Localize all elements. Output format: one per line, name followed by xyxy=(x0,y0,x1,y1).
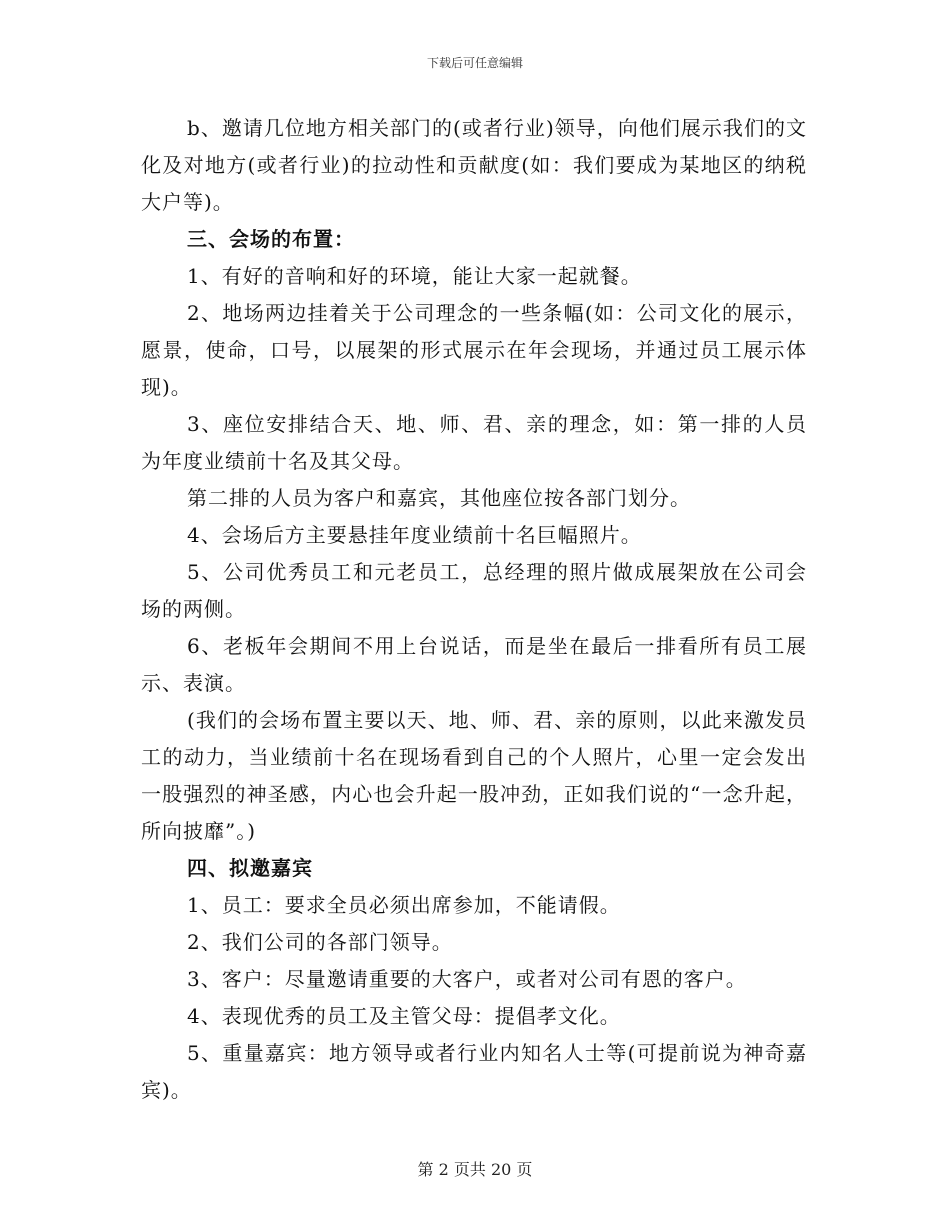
document-body xyxy=(141,110,807,1109)
paragraph-venue-item-3: 3、座位安排结合天、地、师、君、亲的理念，如：第一排的人员为年度业绩前十名及其父母。 xyxy=(141,412,807,473)
section-heading-venue-layout: 三、会场的布置： xyxy=(187,227,355,251)
paragraph-venue-item-6: 6、老板年会期间不用上台说话，而是坐在最后一排看所有员工展示、表演。 xyxy=(141,634,807,695)
section-heading-guests: 四、拟邀嘉宾 xyxy=(187,856,313,880)
paragraph-guest-item-2: 2、我们公司的各部门领导。 xyxy=(187,930,453,954)
paragraph-guest-item-4: 4、表现优秀的员工及主管父母：提倡孝文化。 xyxy=(187,1004,621,1028)
paragraph-invite-officials: b、邀请几位地方相关部门的(或者行业)领导，向他们展示我们的文化及对地方(或者行业)的拉动性和贡献度(如：我们要成为某地区的纳税大户等)。 xyxy=(141,116,807,214)
paragraph-guest-item-5: 5、重量嘉宾：地方领导或者行业内知名人士等(可提前说为神奇嘉宾)。 xyxy=(141,1041,807,1102)
paragraph-guest-item-1: 1、员工：要求全员必须出席参加，不能请假。 xyxy=(187,893,621,917)
page-header: 下载后可任意编辑 xyxy=(426,56,523,70)
paragraph-guest-item-3: 3、客户：尽量邀请重要的大客户，或者对公司有恩的客户。 xyxy=(187,967,747,991)
paragraph-venue-item-5: 5、公司优秀员工和元老员工，总经理的照片做成展架放在公司会场的两侧。 xyxy=(141,560,807,621)
paragraph-venue-item-1: 1、有好的音响和好的环境，能让大家一起就餐。 xyxy=(187,264,642,288)
paragraph-venue-item-2: 2、地场两边挂着关于公司理念的一些条幅(如：公司文化的展示，愿景，使命，口号，以展架的形式展示在年会现场，并通过员工展示体现)。 xyxy=(141,301,807,399)
paragraph-venue-item-4: 4、会场后方主要悬挂年度业绩前十名巨幅照片。 xyxy=(187,523,642,547)
paragraph-venue-item-3-cont: 第二排的人员为客户和嘉宾，其他座位按各部门划分。 xyxy=(187,486,691,510)
paragraph-venue-note: (我们的会场布置主要以天、地、师、君、亲的原则，以此来激发员工的动力，当业绩前十名在现场看到自己的个人照片，心里一定会发出一股强烈的神圣感，内心也会升起一股冲劲，正如我们说的“一念升起，所向披靡”。) xyxy=(141,708,807,843)
page-footer: 第 2 页共 20 页 xyxy=(417,1160,533,1179)
